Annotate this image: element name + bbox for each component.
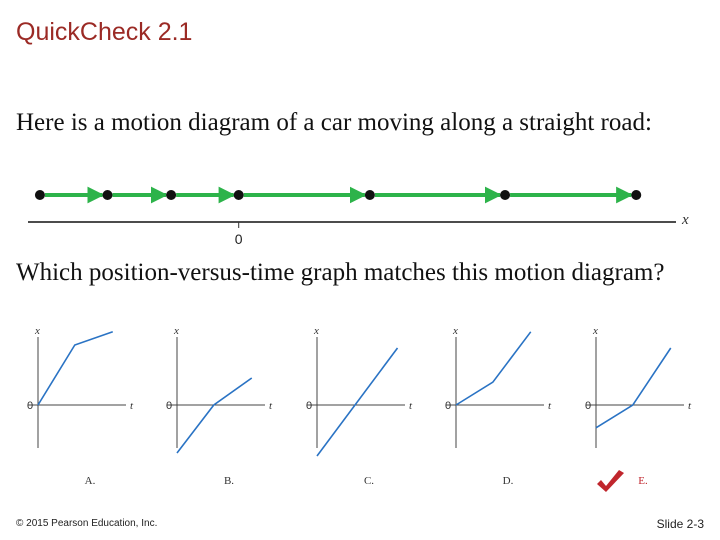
graph-origin-label: 0: [445, 400, 452, 412]
graph-t-label: t: [688, 400, 692, 412]
car-position-dot: [631, 190, 641, 200]
graph-curve: [317, 348, 398, 456]
graph-a[interactable]: [27, 325, 134, 487]
origin-label: 0: [234, 231, 243, 247]
graph-x-label: x: [453, 325, 458, 337]
graph-t-label: t: [269, 400, 273, 412]
graph-label: C.: [363, 475, 375, 487]
graph-d[interactable]: [445, 325, 552, 487]
slide-title: QuickCheck 2.1: [16, 18, 193, 46]
slide-number: Slide 2-3: [656, 517, 704, 531]
graph-x-label: x: [35, 325, 40, 337]
car-position-dot: [500, 190, 510, 200]
car-position-dot: [365, 190, 375, 200]
graph-x-label: x: [174, 325, 179, 337]
graph-origin-label: 0: [166, 400, 173, 412]
graph-label: A.: [84, 475, 96, 487]
graph-curve: [38, 332, 113, 405]
graph-e[interactable]: [585, 325, 692, 487]
car-position-dot: [234, 190, 244, 200]
answer-graphs: [27, 325, 692, 487]
graph-t-label: t: [409, 400, 413, 412]
axis-label-x: x: [682, 212, 689, 228]
graph-origin-label: 0: [585, 400, 592, 412]
question-intro: Here is a motion diagram of a car moving along a straight road:: [16, 109, 652, 136]
car-position-dot: [166, 190, 176, 200]
graph-t-label: t: [130, 400, 134, 412]
graph-label: E.: [638, 475, 648, 487]
car-position-dot: [35, 190, 45, 200]
graph-curve: [177, 378, 252, 453]
graph-curve: [456, 332, 531, 405]
graph-label: D.: [502, 475, 514, 487]
graph-c[interactable]: [306, 325, 413, 487]
graph-origin-label: 0: [306, 400, 313, 412]
graph-curve: [596, 348, 671, 428]
car-position-dot: [103, 190, 113, 200]
graph-label: B.: [223, 475, 235, 487]
copyright-footer: © 2015 Pearson Education, Inc.: [16, 518, 158, 529]
graph-origin-label: 0: [27, 400, 34, 412]
graph-x-label: x: [314, 325, 319, 337]
check-mark-icon: [597, 470, 624, 492]
question-text: Which position-versus-time graph matches this motion diagram?: [16, 259, 665, 286]
motion-diagram: [28, 190, 689, 247]
graph-t-label: t: [548, 400, 552, 412]
graph-x-label: x: [593, 325, 598, 337]
graph-b[interactable]: [166, 325, 273, 487]
